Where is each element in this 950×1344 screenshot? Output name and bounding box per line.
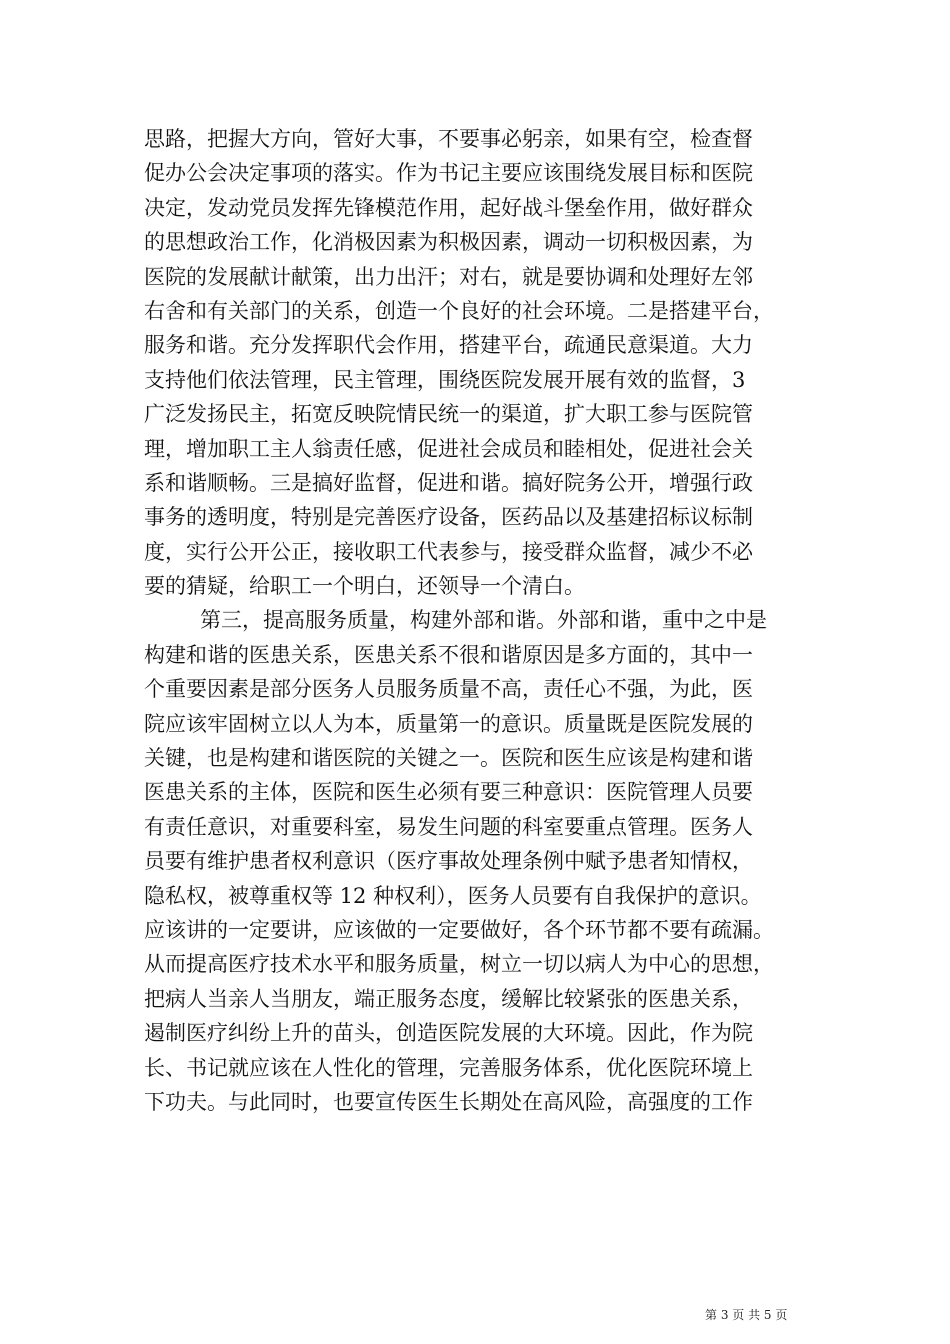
page-number-footer: 第 3 页 共 5 页 [705, 1308, 788, 1322]
text-line: 长、书记就应该在人性化的管理，完善服务体系，优化医院环境上 [144, 1055, 753, 1080]
text-line: 把病人当亲人当朋友，端正服务态度，缓解比较紧张的医患关系， [144, 986, 753, 1011]
text-line: 医院的发展献计献策，出力出汗；对右，就是要协调和处理好左邻 [144, 264, 753, 289]
text-line: 构建和谐的医患关系，医患关系不很和谐原因是多方面的，其中一 [144, 642, 753, 667]
text-line: 系和谐顺畅。三是搞好监督，促进和谐。搞好院务公开，增强行政 [144, 470, 753, 495]
body-text [144, 122, 824, 1119]
text-line: 理，增加职工主人翁责任感，促进社会成员和睦相处，促进社会关 [144, 436, 753, 461]
text-line: 关键，也是构建和谐医院的关键之一。医院和医生应该是构建和谐 [144, 746, 753, 771]
text-line: 支持他们依法管理，民主管理，围绕医院发展开展有效的监督，3 [144, 367, 746, 392]
text-line: 员要有维护患者权利意识（医疗事故处理条例中赋予患者知情权， [144, 849, 753, 874]
text-line: 隐私权，被尊重权等 12 种权利），医务人员要有自我保护的意识。 [144, 883, 762, 908]
text-line: 医患关系的主体，医院和医生必须有要三种意识：医院管理人员要 [144, 780, 753, 805]
text-line: 下功夫。与此同时，也要宣传医生长期处在高风险，高强度的工作 [144, 1089, 753, 1114]
text-line: 度，实行公开公正，接收职工代表参与，接受群众监督，减少不必 [144, 539, 753, 564]
text-line: 思路，把握大方向，管好大事，不要事必躬亲，如果有空，检查督 [144, 127, 753, 151]
text-line: 个重要因素是部分医务人员服务质量不高，责任心不强，为此，医 [144, 677, 753, 702]
paragraph-1 [144, 122, 824, 603]
text-line: 广泛发扬民主，拓宽反映院情民统一的渠道，扩大职工参与医院管 [144, 402, 753, 427]
text-line: 促办公会决定事项的落实。作为书记主要应该围绕发展目标和医院 [144, 161, 753, 186]
text-line: 从而提高医疗技术水平和服务质量，树立一切以病人为中心的思想， [144, 952, 774, 977]
text-line: 有责任意识，对重要科室，易发生问题的科室要重点管理。医务人 [144, 814, 753, 839]
text-line-indented: 第三，提高服务质量，构建外部和谐。外部和谐，重中之中是 [200, 608, 767, 633]
text-line: 右舍和有关部门的关系，创造一个良好的社会环境。二是搭建平台， [144, 298, 774, 323]
text-line: 遏制医疗纠纷上升的苗头，创造医院发展的大环境。因此，作为院 [144, 1021, 753, 1046]
text-line: 事务的透明度，特别是完善医疗设备，医药品以及基建招标议标制 [144, 505, 753, 530]
text-line: 应该讲的一定要讲，应该做的一定要做好，各个环节都不要有疏漏。 [144, 917, 774, 942]
text-line: 的思想政治工作，化消极因素为积极因素，调动一切积极因素，为 [144, 230, 753, 255]
text-line: 要的猜疑，给职工一个明白，还领导一个清白。 [144, 574, 585, 599]
text-line: 决定，发动党员发挥先锋模范作用，起好战斗堡垒作用，做好群众 [144, 195, 753, 220]
text-line: 院应该牢固树立以人为本，质量第一的意识。质量既是医院发展的 [144, 711, 753, 736]
paragraph-2 [144, 603, 824, 1119]
text-line: 服务和谐。充分发挥职代会作用，搭建平台，疏通民意渠道。大力 [144, 333, 753, 358]
